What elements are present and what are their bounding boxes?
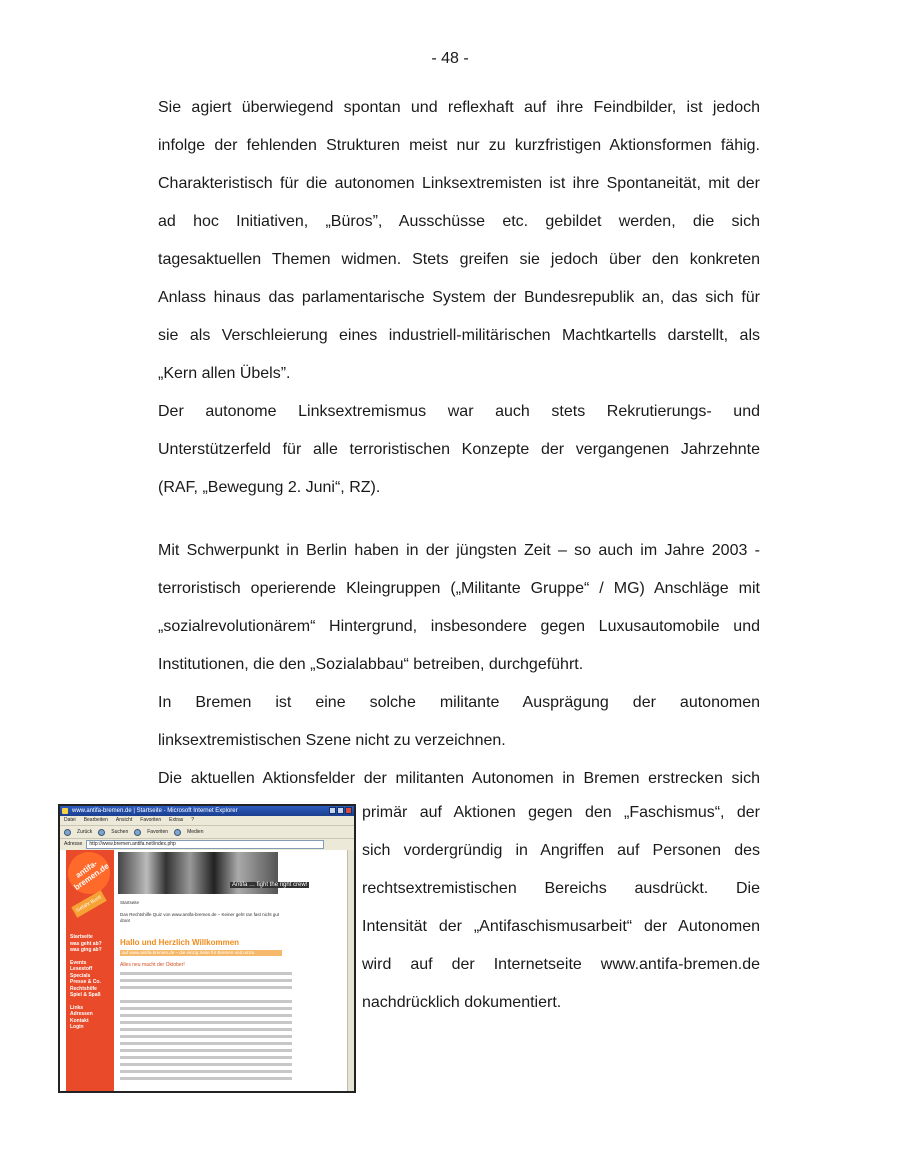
nav-group — [70, 1005, 112, 1031]
media-icon — [174, 829, 181, 836]
news-heading: Alles neu macht der Oktober! — [120, 962, 185, 968]
nav-item: Specials — [70, 972, 91, 979]
text-placeholder-line — [120, 1028, 292, 1031]
text-line: terroristisch operierende Kleingruppen („Militante Gruppe“ / MG) Anschläge mit — [158, 580, 760, 597]
close-icon — [345, 807, 352, 814]
text-line: wird auf der Internetseite www.antifa-bremen.de — [362, 956, 760, 973]
text-placeholder-line — [120, 979, 292, 982]
text-block-beside-figure — [362, 794, 760, 1022]
page-number: - 48 - — [431, 50, 469, 67]
text-line: In Bremen ist eine solche militante Ausprägung der autonomen — [158, 694, 760, 711]
website-sidebar — [66, 850, 114, 1091]
text-line: linksextremistischen Szene nicht zu verzeichnen. — [158, 732, 506, 749]
menu-item: Extras — [169, 817, 184, 823]
nav-item: Lesestoff — [70, 966, 93, 972]
nav-item: Login — [70, 1024, 84, 1030]
welcome-title: Hallo und Herzlich Willkommen — [120, 938, 240, 947]
address-field: http://www.bremen.antifa.net/index.php — [86, 840, 324, 849]
text-line: tagesaktuellen Themen widmen. Stets greifen sie jedoch über den konkreten — [158, 251, 760, 268]
text-line: Unterstützerfeld für alle terroristischen Konzepte der vergangenen Jahrzehnte — [158, 441, 760, 458]
text-placeholder-line — [120, 1042, 292, 1045]
nav-item: Presse & Co. — [70, 979, 101, 985]
text-line: Sie agiert überwiegend spontan und reflexhaft auf ihre Feindbilder, ist jedoch — [158, 99, 760, 116]
text-line: nachdrücklich dokumentiert. — [362, 994, 562, 1011]
paragraph-aktionsfelder-start — [158, 760, 760, 798]
nav-item: Spiel & Spaß — [70, 992, 101, 998]
text-line: Die aktuellen Aktionsfelder der militanten Autonomen in Bremen erstrecken sich — [158, 770, 760, 787]
text-line: sie als Verschleierung eines industriell-militärischen Machtkartells darstellt, als — [158, 327, 760, 344]
toolbar-label: Favoriten — [147, 829, 169, 835]
toolbar-label: Medien — [187, 829, 204, 835]
nav-item: Events — [70, 959, 87, 966]
text-placeholder-line — [120, 1049, 292, 1052]
website-content — [60, 850, 354, 1091]
nav-group — [70, 934, 112, 954]
minimize-icon — [329, 807, 336, 814]
text-placeholder-line — [120, 1000, 292, 1003]
browser-icon — [62, 808, 68, 814]
menu-item: Bearbeiten — [83, 817, 108, 823]
text-line: sich vordergründig in Angriffen auf Personen des — [362, 842, 760, 859]
welcome-subtitle: auf www.antifa-bremen.de – die einzig Seite für Bremen und umzu — [120, 950, 282, 956]
nav-item: Adressen — [70, 1011, 93, 1017]
text-line: ad hoc Initiativen, „Büros”, Ausschüsse etc. gebildet werden, die sich — [158, 213, 760, 230]
text-placeholder-line — [120, 972, 292, 975]
text-line: primär auf Aktionen gegen den „Faschismus“, der — [362, 804, 760, 821]
paragraph-militante-gruppe — [158, 532, 760, 684]
nav-item: Kontakt — [70, 1017, 89, 1024]
nav-item: was ging ab? — [70, 947, 102, 953]
browser-titlebar — [60, 806, 354, 816]
text-placeholder-line — [120, 1056, 292, 1059]
menu-item: Favoriten — [140, 817, 162, 823]
paragraph-bremen — [158, 684, 760, 760]
text-placeholder-line — [120, 1063, 292, 1066]
scrollbar — [347, 850, 354, 1091]
text-line: (RAF, „Bewegung 2. Juni“, RZ). — [158, 479, 381, 496]
text-line: infolge der fehlenden Strukturen meist nur zu kurzfristigen Aktionsformen fähig. — [158, 137, 760, 154]
nav-group — [70, 960, 112, 999]
text-placeholder-line — [120, 1070, 292, 1073]
menu-item: ? — [191, 817, 195, 823]
text-line: Institutionen, die den „Sozialabbau“ betreiben, durchgeführt. — [158, 656, 584, 673]
browser-menubar — [60, 816, 354, 826]
paragraph-autonome-spontaneitaet — [158, 89, 760, 393]
nav-item: Startseite — [70, 934, 93, 940]
text-line: Intensität der „Antifaschismusarbeit“ der Autonomen — [362, 918, 760, 935]
menu-item: Ansicht — [115, 817, 133, 823]
nav-item: was geht ab? — [70, 940, 102, 947]
toolbar-label: Suchen — [111, 829, 129, 835]
website-badge: Gefahr Bunt! — [71, 890, 106, 917]
text-placeholder-line — [120, 1077, 292, 1080]
nav-item: Rechtshilfe — [70, 985, 97, 992]
text-block-top — [158, 89, 760, 507]
favorites-icon — [134, 829, 141, 836]
paragraph-rekrutierungsfeld — [158, 393, 760, 507]
website-screenshot-figure — [58, 804, 356, 1093]
text-placeholder-line — [120, 1021, 292, 1024]
text-placeholder-line — [120, 1007, 292, 1010]
back-icon — [64, 829, 71, 836]
text-placeholder-line — [120, 1014, 292, 1017]
text-line: Anlass hinaus das parlamentarische System der Bundesrepublik an, das sich für — [158, 289, 760, 306]
browser-toolbar — [60, 826, 354, 839]
search-icon — [98, 829, 105, 836]
text-line: Mit Schwerpunkt in Berlin haben in der jüngsten Zeit – so auch im Jahre 2003 - — [158, 542, 760, 559]
text-placeholder-line — [120, 1035, 292, 1038]
maximize-icon — [337, 807, 344, 814]
text-line: rechtsextremistischen Bereichs ausdrückt. Die — [362, 880, 760, 897]
text-line: „Kern allen Übels”. — [158, 365, 291, 382]
paragraph-aktionsfelder-continued — [362, 794, 760, 1022]
website-notice: Das Rechtshilfe Quiz von www.antifa-bremen.de – Keiner geht ran fast nicht gut dran! — [120, 912, 280, 923]
text-line: Der autonome Linksextremismus war auch stets Rekrutierungs- und — [158, 403, 760, 420]
browser-window-title: www.antifa-bremen.de | Startseite - Microsoft Internet Explorer — [72, 808, 238, 814]
address-label: Adresse — [64, 841, 83, 847]
breadcrumb: Startseite — [120, 900, 140, 905]
nav-item: Links — [70, 1004, 84, 1011]
text-line: Charakteristisch für die autonomen Linksextremisten ist ihre Spontaneität, mit der — [158, 175, 760, 192]
window-controls — [329, 807, 352, 814]
menu-item: Datei — [64, 817, 76, 823]
website-nav — [70, 934, 112, 1037]
banner-caption: Antifa … fight the right crew! — [232, 882, 308, 888]
text-placeholder-line — [120, 986, 292, 989]
text-line: „sozialrevolutionärem“ Hintergrund, insbesondere gegen Luxusautomobile und — [158, 618, 760, 635]
text-block-middle — [158, 532, 760, 798]
website-logo: antifa-bremen.de — [60, 844, 118, 902]
toolbar-label: Zurück — [77, 829, 93, 835]
